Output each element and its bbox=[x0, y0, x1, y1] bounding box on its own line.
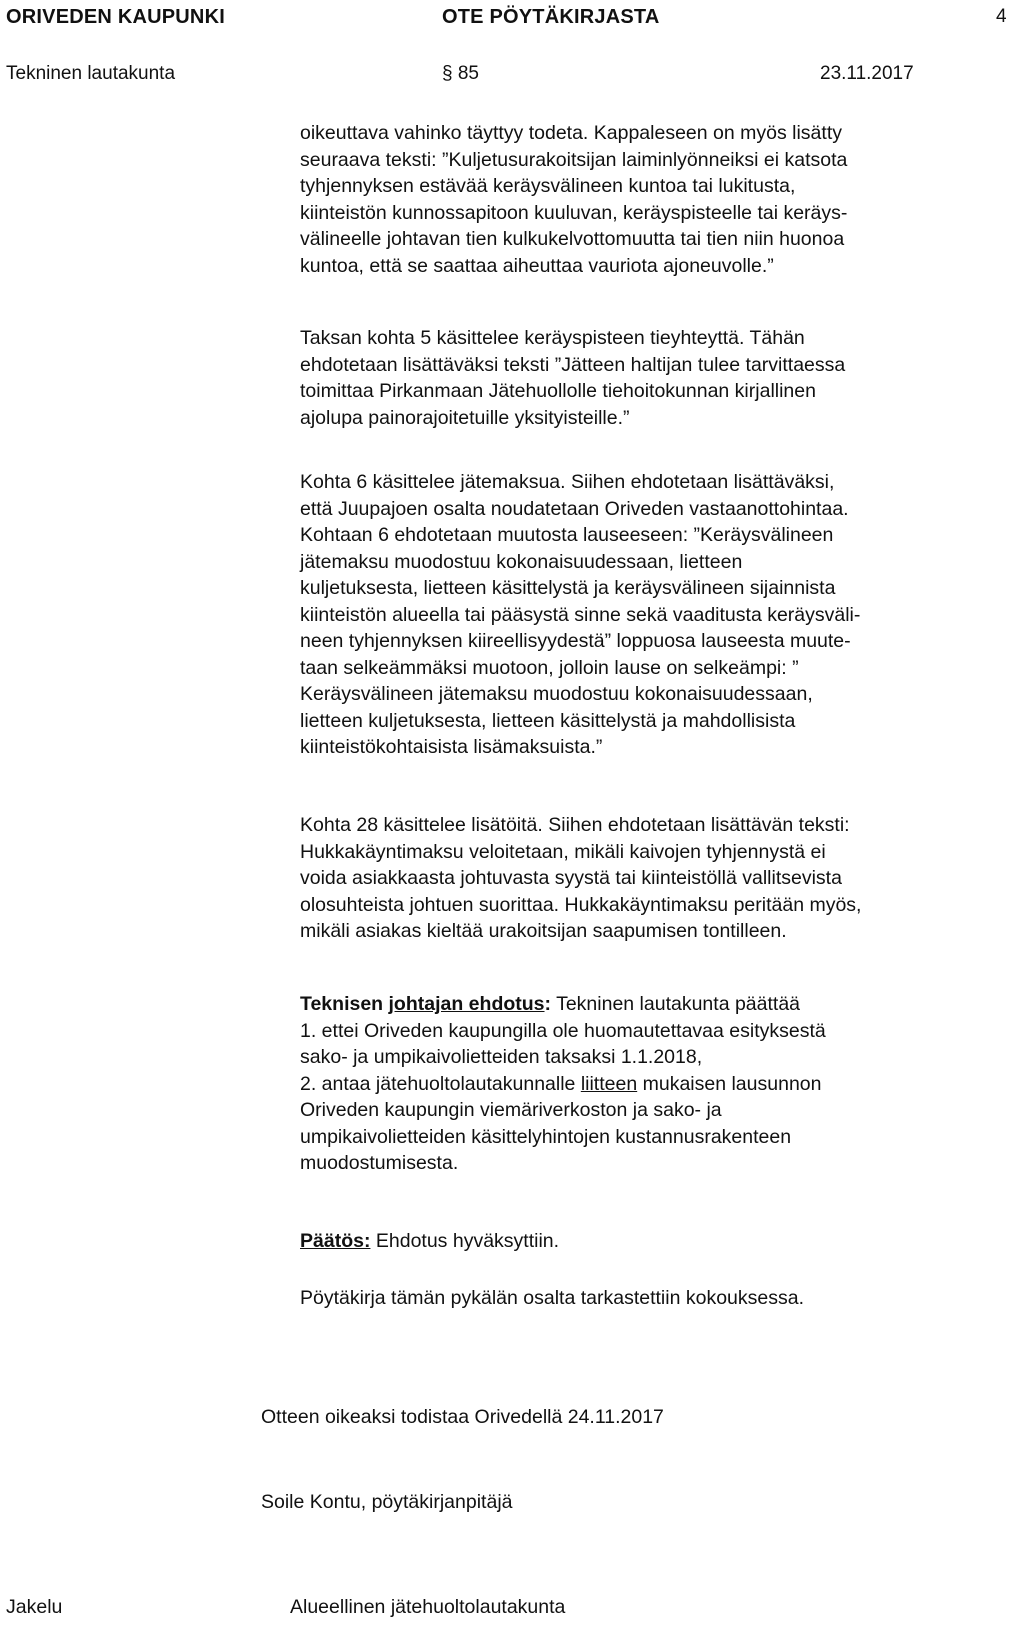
meeting-date: 23.11.2017 bbox=[820, 63, 914, 84]
proposal-item-2 bbox=[300, 1071, 1020, 1098]
text-line: neen tyhjennyksen kiireellisyydestä” loppuosa lauseesta muute- bbox=[300, 630, 851, 652]
paragraph-2 bbox=[300, 325, 1020, 431]
proposal-item-2-cont: muodostumisesta. bbox=[300, 1152, 459, 1174]
verification-note: Pöytäkirja tämän pykälän osalta tarkastettiin kokouksessa. bbox=[300, 1287, 805, 1309]
text-line: välineelle johtavan tien kulkukelvottomuutta tai tien niin huonoa bbox=[300, 228, 845, 250]
org-name: ORIVEDEN KAUPUNKI bbox=[6, 6, 225, 28]
distribution-label: Jakelu bbox=[6, 1596, 63, 1618]
proposal-item-1: 1. ettei Oriveden kaupungilla ole huomautettavaa esityksestä bbox=[300, 1019, 826, 1042]
section-number: § 85 bbox=[442, 63, 479, 84]
page-number: 4 bbox=[996, 6, 1007, 27]
paragraph-4 bbox=[300, 812, 1020, 945]
proposal-label-colon: : bbox=[544, 993, 552, 1015]
committee-name: Tekninen lautakunta bbox=[6, 63, 176, 84]
decision-text: Ehdotus hyväksyttiin. bbox=[370, 1230, 560, 1252]
text-line: lietteen kuljetuksesta, lietteen käsittelystä ja mahdollisista bbox=[300, 709, 796, 732]
proposal-label-part2: johtajan ehdotus bbox=[388, 993, 545, 1015]
proposal-item-2-cont: umpikaivolietteiden käsittelyhintojen kustannusrakenteen bbox=[300, 1125, 792, 1148]
proposal-item-2-cont: Oriveden kaupungin viemäriverkoston ja sako- ja bbox=[300, 1099, 722, 1121]
text-line: seuraava teksti: ”Kuljetusurakoitsijan laiminlyönneiksi ei katsota bbox=[300, 148, 848, 171]
proposal-heading-line bbox=[300, 991, 1020, 1018]
text-line: olosuhteista johtuen suorittaa. Hukkakäyntimaksu peritään myös, bbox=[300, 893, 862, 916]
proposal-label-part1: Teknisen bbox=[300, 993, 389, 1015]
text-line: kuntoa, että se saattaa aiheuttaa vauriota ajoneuvolle.” bbox=[300, 254, 774, 277]
text-line: tyhjennyksen estävää keräysvälineen kuntoa tai lukitusta, bbox=[300, 175, 796, 197]
certification-text: Otteen oikeaksi todistaa Orivedellä 24.11.2017 bbox=[261, 1406, 664, 1428]
text-line: oikeuttava vahinko täyttyy todeta. Kappaleseen on myös lisätty bbox=[300, 122, 842, 144]
text-line: kiinteistön alueella tai pääsystä sinne sekä vaaditusta keräysväli- bbox=[300, 603, 861, 626]
distribution-recipient: Alueellinen jätehuoltolautakunta bbox=[290, 1596, 566, 1618]
text-line: ajolupa painorajoitetuille yksityisteille.” bbox=[300, 406, 630, 429]
proposal-item-2-post: mukaisen lausunnon bbox=[637, 1072, 822, 1095]
text-line: Kohtaan 6 ehdotetaan muutosta lauseeseen: ”Keräysvälineen bbox=[300, 524, 834, 546]
text-line: kuljetuksesta, lietteen käsittelystä ja keräysvälineen sijainnista bbox=[300, 577, 836, 599]
text-line: että Juupajoen osalta noudatetaan Oriveden vastaanottohintaa. bbox=[300, 497, 849, 520]
proposal-lead: Tekninen lautakunta päättää bbox=[551, 993, 801, 1015]
proposal-item-2-pre: 2. antaa jätehuoltolautakunnalle bbox=[300, 1072, 581, 1095]
text-line: Keräysvälineen jätemaksu muodostuu kokonaisuudessaan, bbox=[300, 683, 813, 705]
text-line: kiinteistökohtaisista lisämaksuista.” bbox=[300, 736, 603, 758]
document-type: OTE PÖYTÄKIRJASTA bbox=[442, 6, 660, 28]
paragraph-1 bbox=[300, 120, 1020, 279]
text-line: Hukkakäyntimaksu veloitetaan, mikäli kaivojen tyhjennystä ei bbox=[300, 840, 826, 863]
decision-line bbox=[300, 1228, 1020, 1255]
decision-section bbox=[300, 1228, 1020, 1255]
paragraph-3 bbox=[300, 469, 1020, 761]
proposal-item-1-cont: sako- ja umpikaivolietteiden taksaksi 1.1.2018, bbox=[300, 1046, 703, 1068]
text-line: voida asiakkaasta johtuvasta syystä tai kiinteistöllä vallitsevista bbox=[300, 867, 842, 889]
text-line: mikäli asiakas kieltää urakoitsijan saapumisen tontilleen. bbox=[300, 920, 787, 942]
proposal-section bbox=[300, 991, 1020, 1177]
text-line: Kohta 6 käsittelee jätemaksua. Siihen ehdotetaan lisättäväksi, bbox=[300, 471, 835, 493]
text-line: jätemaksu muodostuu kokonaisuudessaan, lietteen bbox=[300, 550, 743, 573]
signatory: Soile Kontu, pöytäkirjanpitäjä bbox=[261, 1491, 513, 1513]
text-line: kiinteistön kunnossapitoon kuuluvan, keräyspisteelle tai keräys- bbox=[300, 201, 848, 224]
text-line: Taksan kohta 5 käsittelee keräyspisteen tieyhteyttä. Tähän bbox=[300, 327, 805, 349]
text-line: Kohta 28 käsittelee lisätöitä. Siihen ehdotetaan lisättävän teksti: bbox=[300, 814, 850, 836]
attachment-link[interactable]: liitteen bbox=[580, 1072, 638, 1095]
decision-label: Päätös: bbox=[300, 1230, 371, 1252]
text-line: ehdotetaan lisättäväksi teksti ”Jätteen haltijan tulee tarvittaessa bbox=[300, 353, 846, 376]
text-line: taan selkeämmäksi muotoon, jolloin lause on selkeämpi: ” bbox=[300, 656, 799, 679]
text-line: toimittaa Pirkanmaan Jätehuollolle tiehoitokunnan kirjallinen bbox=[300, 380, 816, 402]
